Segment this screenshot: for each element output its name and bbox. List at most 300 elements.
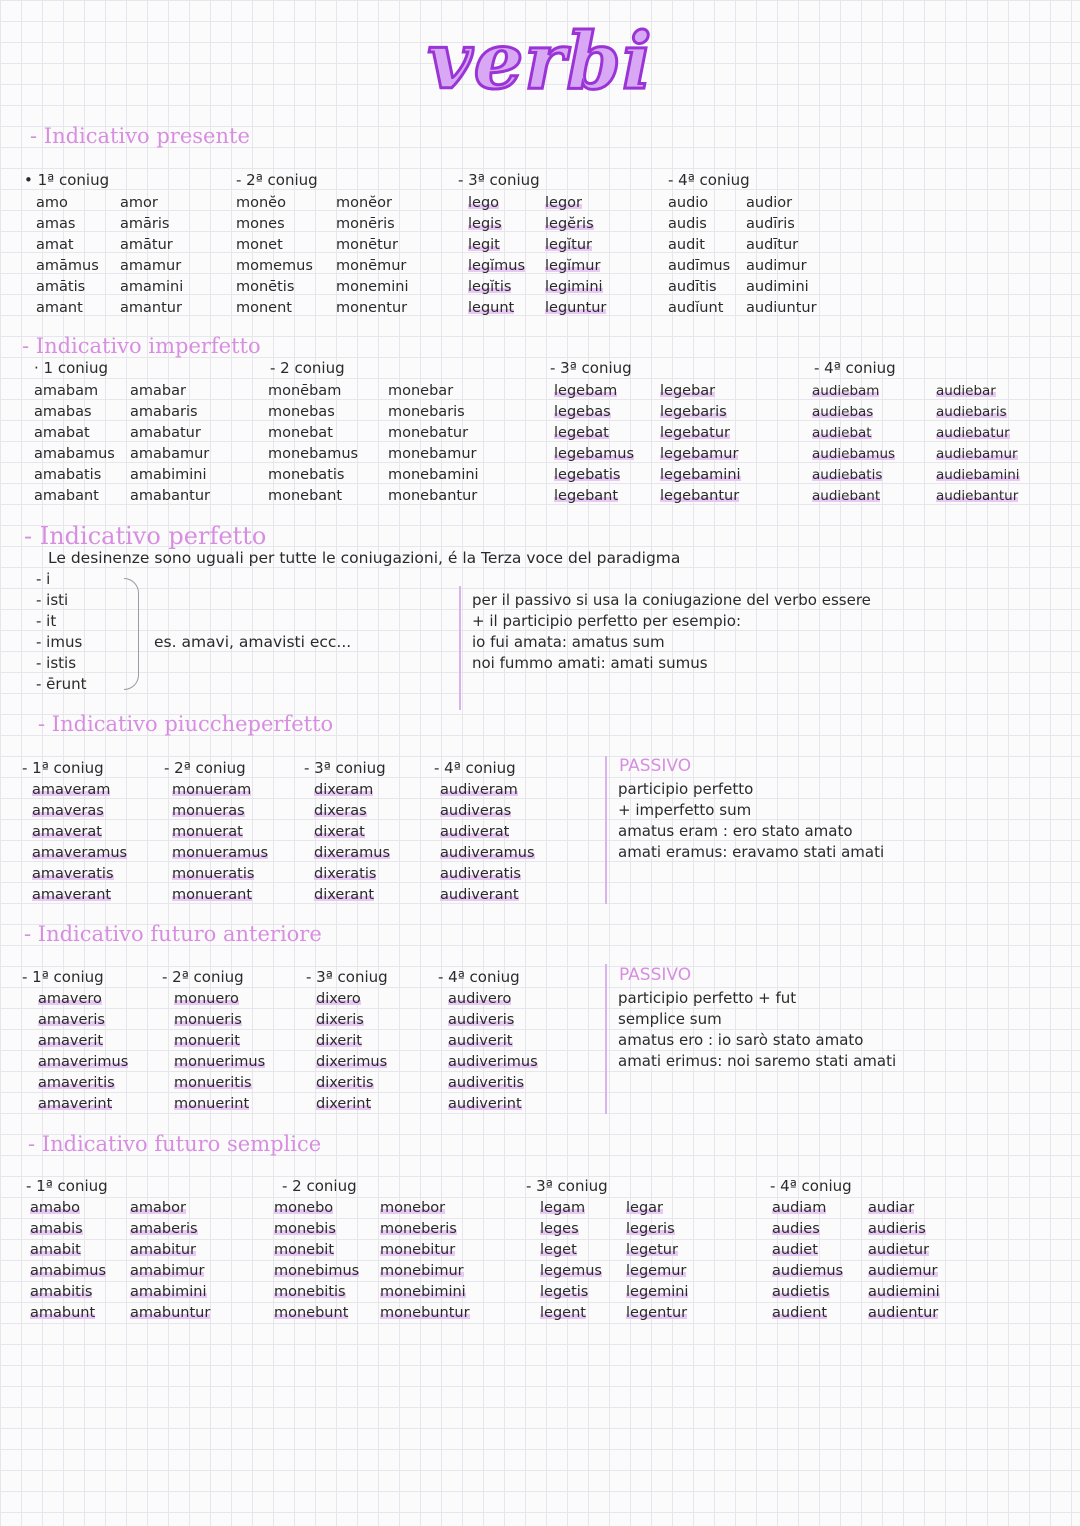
verb-form xyxy=(812,423,895,444)
verb-form-text: monueram xyxy=(172,782,252,798)
verb-form-text: amaveramus xyxy=(32,845,128,861)
verb-form-text: amātur xyxy=(120,237,173,253)
verb-form xyxy=(36,653,86,674)
verb-form-text: amaverit xyxy=(38,1033,104,1049)
verb-form-text: audiebamini xyxy=(936,467,1020,483)
presente-conj-1-passive xyxy=(120,193,183,319)
presente-conj-1 xyxy=(24,170,109,191)
verb-form-text: audit xyxy=(668,237,705,253)
verb-form-text: amavero xyxy=(38,991,102,1007)
verb-form xyxy=(316,1094,387,1115)
verb-form xyxy=(746,214,817,235)
verb-form-text: audiveris xyxy=(448,1012,515,1028)
verb-form xyxy=(472,653,871,674)
verb-form-text: amabit xyxy=(30,1242,81,1258)
verb-form-text: amabunt xyxy=(30,1305,96,1321)
verb-form-text: legĭtis xyxy=(468,279,512,295)
verb-form-text: monebuntur xyxy=(380,1305,470,1321)
verb-form xyxy=(174,1010,265,1031)
verb-form-text: audivero xyxy=(448,991,512,1007)
verb-form-text: monuerimus xyxy=(174,1054,266,1070)
verb-form-text: monebimur xyxy=(380,1263,464,1279)
verb-form xyxy=(868,1303,940,1324)
verb-form xyxy=(746,193,817,214)
verb-form-text: legunt xyxy=(468,300,515,316)
verb-form xyxy=(34,486,115,507)
verb-form xyxy=(746,256,817,277)
verb-form-text: amaverimus xyxy=(38,1054,129,1070)
verb-form-text: legetis xyxy=(540,1284,589,1300)
verb-form-text: audiemur xyxy=(868,1263,938,1279)
verb-form xyxy=(936,402,1020,423)
verb-form-text: amaverint xyxy=(38,1096,113,1112)
verb-form xyxy=(36,214,99,235)
verb-form xyxy=(268,381,358,402)
verb-form-text: audietis xyxy=(772,1284,830,1300)
futant-passive-label: PASSIVO xyxy=(619,965,692,985)
verb-form xyxy=(668,298,730,319)
verb-form xyxy=(34,444,115,465)
verb-form-text: dixerint xyxy=(316,1096,372,1112)
verb-form-text: monebamur xyxy=(388,446,477,462)
verb-form-text: amaveritis xyxy=(38,1075,115,1091)
verb-form xyxy=(540,1219,602,1240)
verb-form-text: monētis xyxy=(236,279,295,295)
verb-form-text: audiverit xyxy=(448,1033,513,1049)
verb-form-text: lego xyxy=(468,195,500,211)
verb-form-text: monebant xyxy=(268,488,343,504)
futant-conj-2-forms xyxy=(174,989,265,1115)
verb-form xyxy=(468,277,525,298)
heading-perfetto-text: - Indicativo perfetto xyxy=(24,522,267,550)
verb-form xyxy=(314,885,390,906)
verb-form xyxy=(268,465,358,486)
perfetto-intro: Le desinenze sono uguali per tutte le coniugazioni, é la Terza voce del paradigma xyxy=(48,549,681,567)
verb-form xyxy=(130,444,210,465)
verb-form xyxy=(336,193,408,214)
verb-form xyxy=(388,423,479,444)
verb-form xyxy=(868,1219,940,1240)
verb-form-text: dixeratis xyxy=(314,866,377,882)
verb-form-text: audis xyxy=(668,216,707,232)
verb-form-text: amaverant xyxy=(32,887,112,903)
verb-form-text: monebas xyxy=(268,404,335,420)
verb-form-text: legeris xyxy=(626,1221,675,1237)
verb-form xyxy=(626,1303,688,1324)
verb-form xyxy=(34,402,115,423)
verb-form xyxy=(440,780,535,801)
piucche-conj-1 xyxy=(22,758,104,779)
verb-form-text: monebaris xyxy=(388,404,465,420)
verb-form xyxy=(34,423,115,444)
verb-form-text: audīmus xyxy=(668,258,731,274)
verb-form-text: audiveritis xyxy=(448,1075,525,1091)
verb-form xyxy=(868,1261,940,1282)
verb-form xyxy=(448,1073,538,1094)
verb-form-text: amabant xyxy=(34,488,99,504)
verb-form xyxy=(554,402,634,423)
verb-form-text: amas xyxy=(36,216,76,232)
verb-form xyxy=(626,1240,688,1261)
verb-form-text: audiveratis xyxy=(440,866,521,882)
verb-form xyxy=(545,256,606,277)
verb-form-text: amant xyxy=(36,300,83,316)
verb-form-text: monueras xyxy=(172,803,245,819)
verb-form-text: amabatis xyxy=(34,467,102,483)
verb-form-text: audiebant xyxy=(812,488,881,504)
futsemp-conj-4-passive xyxy=(868,1198,940,1324)
verb-form-text: amati eramus: eravamo stati amati xyxy=(618,843,885,861)
verb-form xyxy=(316,1031,387,1052)
verb-form-text: monebatur xyxy=(388,425,469,441)
verb-form xyxy=(30,1198,106,1219)
verb-form-text: participio perfetto + fut xyxy=(618,989,797,1007)
verb-form-text: audies xyxy=(772,1221,820,1237)
verb-form-text: monuerint xyxy=(174,1096,250,1112)
verb-form-text: amati erimus: noi saremo stati amati xyxy=(618,1052,897,1070)
verb-form xyxy=(660,465,741,486)
verb-form xyxy=(380,1219,470,1240)
verb-form xyxy=(130,465,210,486)
verb-form-text: legebatur xyxy=(660,425,731,441)
verb-form-text: amat xyxy=(36,237,74,253)
verb-form-text: amabamur xyxy=(130,446,210,462)
presente-conj-3-passive xyxy=(545,193,606,319)
verb-form xyxy=(468,235,525,256)
verb-form-text: audiveramus xyxy=(440,845,535,861)
conj-header: - 4ª coniug xyxy=(438,968,520,986)
futsemp-conj-2-active xyxy=(274,1198,359,1324)
verb-form-text: audimur xyxy=(746,258,807,274)
verb-form xyxy=(936,444,1020,465)
piucche-conj-4 xyxy=(434,758,516,779)
verb-form xyxy=(618,1051,896,1072)
imperfetto-conj-1-passive xyxy=(130,381,210,507)
piucche-passive-lines xyxy=(618,779,884,863)
verb-form xyxy=(468,298,525,319)
verb-form-text: audiar xyxy=(868,1200,915,1216)
verb-form-text: amaveris xyxy=(38,1012,105,1028)
verb-form xyxy=(30,1219,106,1240)
verb-form xyxy=(380,1303,470,1324)
imperfetto-conj-3 xyxy=(550,358,632,379)
verb-form xyxy=(668,214,730,235)
futsemp-conj-3-passive xyxy=(626,1198,688,1324)
verb-form xyxy=(314,864,390,885)
verb-form-text: legebamus xyxy=(554,446,635,462)
verb-form xyxy=(316,1010,387,1031)
verb-form xyxy=(746,235,817,256)
verb-form-text: amabitur xyxy=(130,1242,196,1258)
verb-form xyxy=(316,1073,387,1094)
verb-form-text: legĭtur xyxy=(545,237,593,253)
presente-conj-4-passive xyxy=(746,193,817,319)
verb-form xyxy=(120,298,183,319)
verb-form xyxy=(30,1282,106,1303)
verb-form-text: amabaris xyxy=(130,404,198,420)
verb-form-text: legemur xyxy=(626,1263,687,1279)
verb-form xyxy=(36,235,99,256)
verb-form xyxy=(540,1282,602,1303)
verb-form xyxy=(472,632,871,653)
verb-form-text: mones xyxy=(236,216,285,232)
verb-form-text: legor xyxy=(545,195,582,211)
futant-conj-3-forms xyxy=(316,989,387,1115)
verb-form xyxy=(174,1052,265,1073)
verb-form-text: audiebantur xyxy=(936,488,1019,504)
conj-header: - 2 coniug xyxy=(282,1177,357,1195)
futant-conj-1 xyxy=(22,967,104,988)
verb-form-text: monueris xyxy=(174,1012,242,1028)
verb-form xyxy=(472,611,871,632)
verb-form-text: monentur xyxy=(336,300,408,316)
verb-form-text: amamur xyxy=(120,258,182,274)
verb-form-text: momemus xyxy=(236,258,313,274)
verb-form xyxy=(38,1031,128,1052)
verb-form-text: semplice sum xyxy=(618,1010,722,1028)
verb-form-text: leget xyxy=(540,1242,577,1258)
conj-header: - 2ª coniug xyxy=(236,171,318,189)
verb-form xyxy=(868,1198,940,1219)
verb-form xyxy=(545,277,606,298)
verb-form xyxy=(268,444,358,465)
presente-conj-3 xyxy=(458,170,540,191)
verb-form xyxy=(130,1240,210,1261)
verb-form-text: leguntur xyxy=(545,300,607,316)
verb-form-text: audiet xyxy=(772,1242,818,1258)
presente-conj-1-active xyxy=(36,193,99,319)
verb-form-text: audimini xyxy=(746,279,809,295)
verb-form-text: legemini xyxy=(626,1284,689,1300)
verb-form-text: amatus ero : io sarò stato amato xyxy=(618,1031,864,1049)
verb-form-text: legebatis xyxy=(554,467,621,483)
verb-form xyxy=(174,1094,265,1115)
verb-form-text: monebat xyxy=(268,425,333,441)
presente-conj-3-active xyxy=(468,193,525,319)
conj-header: - 3ª coniug xyxy=(306,968,388,986)
verb-form xyxy=(34,381,115,402)
verb-form xyxy=(812,486,895,507)
piucche-conj-3-forms xyxy=(314,780,390,906)
verb-form xyxy=(268,423,358,444)
verb-form-text: noi fummo amati: amati sumus xyxy=(472,654,708,672)
verb-form xyxy=(626,1282,688,1303)
verb-form-text: monebamus xyxy=(268,446,359,462)
verb-form xyxy=(36,193,99,214)
verb-form xyxy=(772,1261,843,1282)
verb-form xyxy=(336,277,408,298)
verb-form xyxy=(36,632,86,653)
verb-form xyxy=(36,674,86,695)
verb-form xyxy=(554,486,634,507)
verb-form-text: audiebat xyxy=(812,425,872,441)
presente-conj-4-active xyxy=(668,193,730,319)
verb-form xyxy=(172,864,268,885)
verb-form xyxy=(130,381,210,402)
verb-form-text: monebitis xyxy=(274,1284,346,1300)
verb-form xyxy=(660,402,741,423)
verb-form xyxy=(388,465,479,486)
verb-form xyxy=(440,843,535,864)
verb-form-text: audiemus xyxy=(772,1263,844,1279)
verb-form-text: audietur xyxy=(868,1242,930,1258)
verb-form-text: - istis xyxy=(36,654,77,672)
verb-form xyxy=(440,801,535,822)
verb-form-text: monemini xyxy=(336,279,409,295)
verb-form-text: dixeritis xyxy=(316,1075,374,1091)
verb-form xyxy=(440,885,535,906)
verb-form-text: - isti xyxy=(36,591,69,609)
heading-piuccheperfetto: - Indicativo piuccheperfetto xyxy=(38,712,334,736)
verb-form xyxy=(30,1240,106,1261)
verb-form-text: audiverimus xyxy=(448,1054,538,1070)
verb-form-text: monebantur xyxy=(388,488,478,504)
verb-form xyxy=(668,193,730,214)
conj-header: - 4ª coniug xyxy=(814,359,896,377)
verb-form-text: monebis xyxy=(274,1221,336,1237)
verb-form xyxy=(772,1198,843,1219)
verb-form xyxy=(174,989,265,1010)
verb-form-text: monēris xyxy=(336,216,395,232)
verb-form xyxy=(236,214,313,235)
verb-form xyxy=(130,1261,210,1282)
verb-form-text: audient xyxy=(772,1305,828,1321)
verb-form xyxy=(38,1010,128,1031)
verb-form xyxy=(236,235,313,256)
verb-form xyxy=(236,277,313,298)
verb-form-text: amabis xyxy=(30,1221,83,1237)
divider xyxy=(605,756,607,904)
verb-form xyxy=(772,1303,843,1324)
verb-form-text: io fui amata: amatus sum xyxy=(472,633,665,651)
verb-form xyxy=(274,1282,359,1303)
verb-form-text: amabimini xyxy=(130,467,207,483)
verb-form-text: amabas xyxy=(34,404,92,420)
verb-form xyxy=(554,444,634,465)
verb-form xyxy=(468,256,525,277)
verb-form-text: per il passivo si usa la coniugazione del verbo essere xyxy=(472,591,871,609)
verb-form-text: legetur xyxy=(626,1242,678,1258)
verb-form-text: monebor xyxy=(380,1200,446,1216)
verb-form-text: dixeramus xyxy=(314,845,391,861)
verb-form-text: legemus xyxy=(540,1263,602,1279)
verb-form xyxy=(772,1219,843,1240)
verb-form xyxy=(472,590,871,611)
verb-form xyxy=(554,423,634,444)
verb-form-text: monuerant xyxy=(172,887,253,903)
verb-form-text: amabat xyxy=(34,425,90,441)
piucche-passive-label: PASSIVO xyxy=(619,756,692,776)
heading-futuro-semplice: - Indicativo futuro semplice xyxy=(28,1132,322,1156)
futant-passive-lines xyxy=(618,988,896,1072)
verb-form xyxy=(130,402,210,423)
verb-form xyxy=(618,842,884,863)
verb-form-text: amor xyxy=(120,195,158,211)
presente-conj-2-passive xyxy=(336,193,408,319)
verb-form-text: audīris xyxy=(746,216,795,232)
verb-form xyxy=(618,779,884,800)
verb-form-text: amabimus xyxy=(30,1263,106,1279)
verb-form-text: audio xyxy=(668,195,709,211)
conj-header: - 3ª coniug xyxy=(304,759,386,777)
verb-form xyxy=(314,822,390,843)
verb-form-text: amātis xyxy=(36,279,86,295)
verb-form xyxy=(554,381,634,402)
verb-form xyxy=(38,1052,128,1073)
verb-form-text: monēbam xyxy=(268,383,342,399)
verb-form xyxy=(38,989,128,1010)
imperfetto-conj-2-passive xyxy=(388,381,479,507)
futsemp-conj-1-active xyxy=(30,1198,106,1324)
verb-form xyxy=(618,821,884,842)
verb-form xyxy=(172,843,268,864)
verb-form-text: audior xyxy=(746,195,793,211)
verb-form xyxy=(36,569,86,590)
futsemp-conj-4-active xyxy=(772,1198,843,1324)
verb-form xyxy=(38,1073,128,1094)
verb-form xyxy=(545,193,606,214)
verb-form-text: audieris xyxy=(868,1221,926,1237)
futsemp-conj-1-passive xyxy=(130,1198,210,1324)
verb-form-text: amabatur xyxy=(130,425,201,441)
verb-form xyxy=(388,486,479,507)
conj-header: - 4ª coniug xyxy=(770,1177,852,1195)
verb-form-text: monuerit xyxy=(174,1033,240,1049)
verb-form-text: legar xyxy=(626,1200,664,1216)
verb-form xyxy=(120,277,183,298)
verb-form xyxy=(440,864,535,885)
verb-form xyxy=(130,423,210,444)
heading-imperfetto: - Indicativo imperfetto xyxy=(22,334,261,358)
verb-form xyxy=(236,256,313,277)
verb-form-text: dixerit xyxy=(316,1033,362,1049)
futant-conj-4 xyxy=(438,967,520,988)
verb-form xyxy=(540,1198,602,1219)
verb-form xyxy=(448,1031,538,1052)
verb-form-text: monebitur xyxy=(380,1242,456,1258)
verb-form-text: monuero xyxy=(174,991,239,1007)
verb-form-text: monebamini xyxy=(388,467,479,483)
verb-form xyxy=(268,402,358,423)
verb-form xyxy=(388,381,479,402)
verb-form-text: amatus eram : ero stato amato xyxy=(618,822,853,840)
verb-form-text: dixeris xyxy=(316,1012,364,1028)
verb-form-text: monueratis xyxy=(172,866,255,882)
verb-form-text: legebaris xyxy=(660,404,727,420)
verb-form xyxy=(746,298,817,319)
verb-form xyxy=(174,1073,265,1094)
verb-form xyxy=(388,444,479,465)
verb-form xyxy=(468,193,525,214)
verb-form-text: amaveratis xyxy=(32,866,114,882)
verb-form-text: amabam xyxy=(34,383,99,399)
verb-form-text: dixeram xyxy=(314,782,374,798)
verb-form xyxy=(130,1198,210,1219)
verb-form xyxy=(130,1282,210,1303)
presente-conj-2 xyxy=(236,170,318,191)
futant-conj-3 xyxy=(306,967,388,988)
verb-form xyxy=(618,988,896,1009)
verb-form xyxy=(274,1261,359,1282)
futsemp-conj-2-passive xyxy=(380,1198,470,1324)
verb-form xyxy=(618,1030,896,1051)
imperfetto-conj-4-active xyxy=(812,381,895,507)
verb-form-text: monebimus xyxy=(274,1263,360,1279)
verb-form xyxy=(268,486,358,507)
verb-form xyxy=(314,843,390,864)
verb-form xyxy=(545,298,606,319)
brace-mark xyxy=(124,578,139,690)
